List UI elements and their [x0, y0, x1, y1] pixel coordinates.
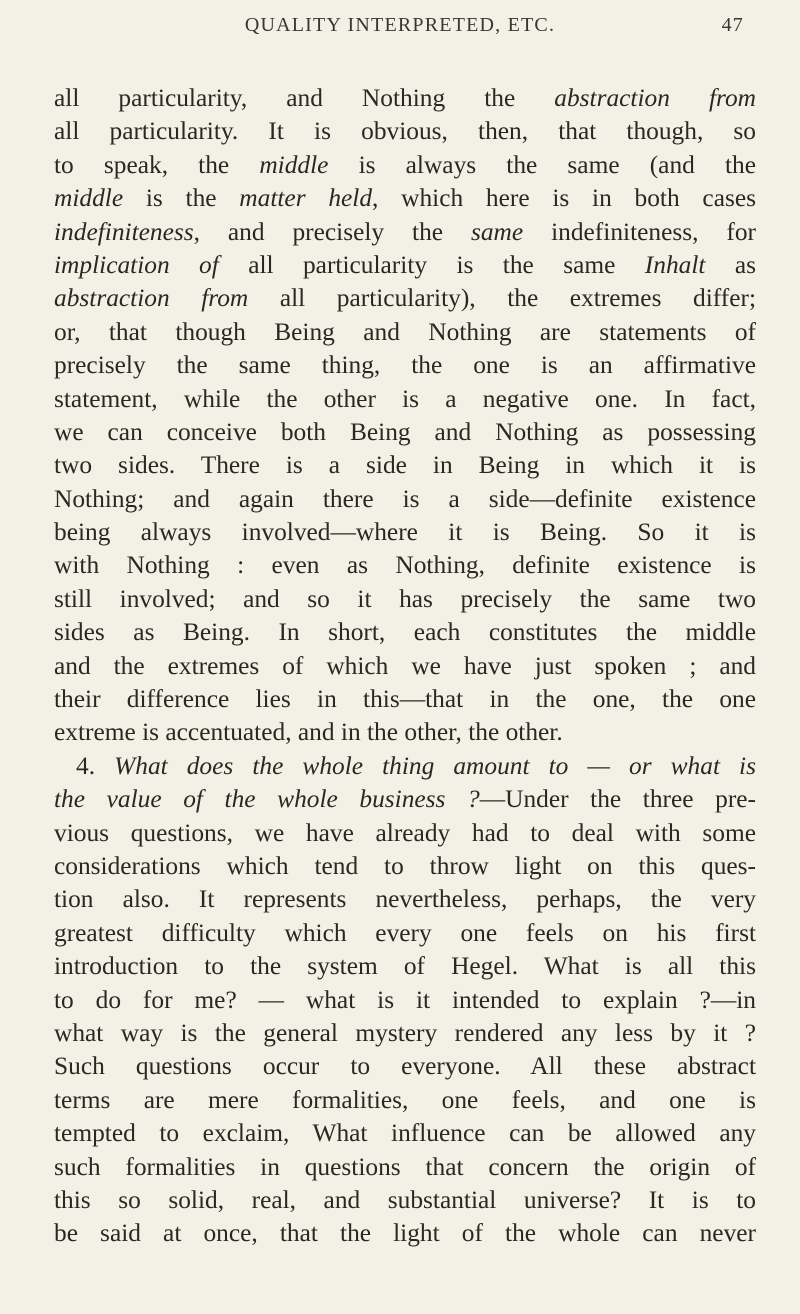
text-line: abstraction from all particularity), the extremes differ;	[54, 284, 756, 313]
text-line: greatest difficulty which every one feels on his first	[54, 918, 756, 947]
text-line: and the extremes of which we have just spoken ; and	[54, 651, 756, 680]
text-line: two sides. There is a side in Being in which it is	[54, 451, 756, 480]
text-line: still involved; and so it has precisely the same two	[54, 584, 756, 613]
text-line: all particularity. It is obvious, then, that though, so	[54, 117, 756, 146]
text-line: extreme is accentuated, and in the other, the other.	[54, 718, 563, 747]
text-line: indefiniteness, and precisely the same indefiniteness, for	[54, 217, 756, 246]
text-line: Nothing; and again there is a side—definite existence	[54, 484, 756, 513]
text-line: statement, while the other is a negative one. In fact,	[54, 384, 756, 413]
running-title: QUALITY INTERPRETED, ETC.	[244, 14, 556, 36]
text-line: being always involved—where it is Being. So it is	[54, 518, 756, 547]
text-line: 4. What does the whole thing amount to — or what is	[76, 751, 756, 780]
text-line: tempted to exclaim, What influence can be allowed any	[54, 1119, 756, 1148]
page-number: 47	[721, 14, 744, 36]
text-line: their difference lies in this—that in the one, the one	[54, 685, 756, 714]
text-line: implication of all particularity is the same Inhalt as	[54, 250, 757, 279]
text-line: introduction to the system of Hegel. What is all this	[54, 952, 756, 981]
text-line: be said at once, that the light of the whole can never	[54, 1219, 756, 1248]
text-line: to do for me? — what is it intended to explain ?—in	[54, 985, 756, 1014]
text-line: all particularity, and Nothing the abstraction from	[54, 84, 756, 112]
text-line: Such questions occur to everyone. All these abstract	[54, 1052, 756, 1081]
text-line: tion also. It represents nevertheless, perhaps, the very	[54, 885, 756, 914]
text-line: such formalities in questions that concern the origin of	[54, 1152, 756, 1181]
text-line: considerations which tend to throw light on this ques-	[54, 851, 756, 880]
text-line: sides as Being. In short, each constitutes the middle	[54, 618, 756, 647]
text-line: the value of the whole business ?—Under the three pre-	[54, 785, 756, 814]
body-text	[54, 82, 756, 1251]
text-line: this so solid, real, and substantial universe? It is to	[54, 1185, 756, 1214]
running-head	[56, 14, 744, 44]
text-line: vious questions, we have already had to deal with some	[54, 818, 756, 847]
text-line: or, that though Being and Nothing are statements of	[54, 317, 756, 346]
text-line: precisely the same thing, the one is an affirmative	[54, 351, 756, 380]
text-line: with Nothing : even as Nothing, definite existence is	[54, 551, 756, 580]
text-line: middle is the matter held, which here is in both cases	[54, 184, 756, 213]
text-line: what way is the general mystery rendered any less by it ?	[54, 1018, 756, 1047]
text-line: we can conceive both Being and Nothing as possessing	[54, 417, 756, 446]
text-line: terms are mere formalities, one feels, and one is	[54, 1085, 756, 1114]
text-line: to speak, the middle is always the same (and the	[54, 150, 756, 179]
